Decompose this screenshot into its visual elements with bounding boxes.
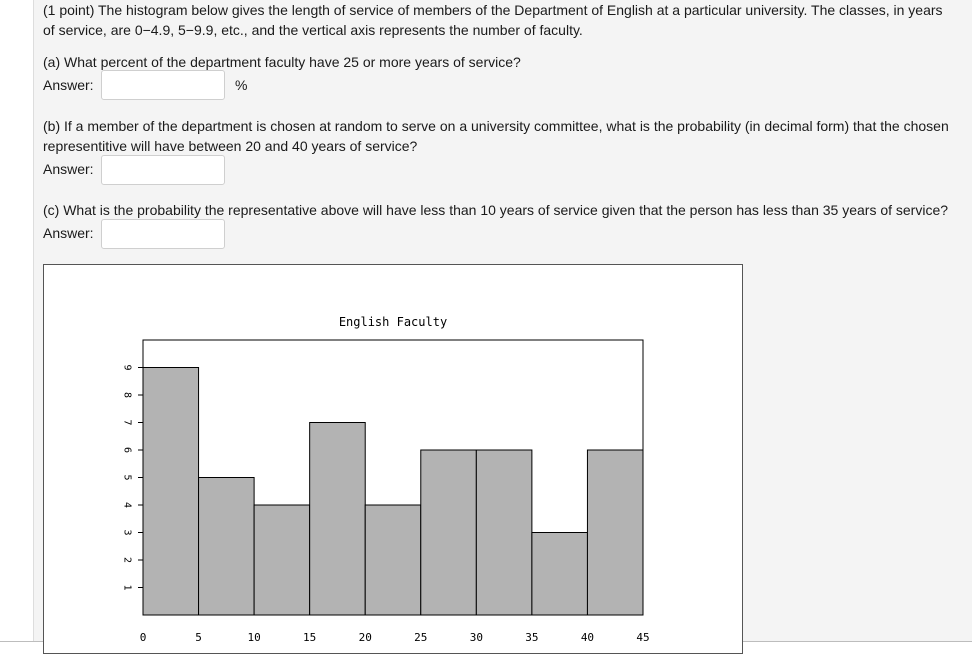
x-tick-label: 0 [139, 631, 147, 644]
histogram-bar [254, 505, 310, 615]
y-tick-label: 6 [121, 446, 133, 454]
answer-a-unit: % [235, 77, 248, 93]
x-tick-label: 25 [414, 631, 428, 644]
x-tick-label: 5 [195, 631, 202, 644]
x-tick-label: 35 [525, 631, 539, 644]
histogram-bar [587, 450, 643, 615]
question-a: (a) What percent of the department faculty have 25 or more years of service? [43, 54, 521, 70]
answer-a-input[interactable] [101, 70, 225, 100]
question-b: (b) If a member of the department is chosen at random to serve on a university committee, what is the probability (in decimal form) that the chosen representitive will have between 20 and 40 years of service? [43, 118, 949, 154]
x-tick-label: 20 [358, 631, 372, 644]
y-tick-label: 8 [121, 391, 133, 399]
histogram-bar [421, 450, 477, 615]
x-tick-label: 15 [303, 631, 317, 644]
x-tick-label: 30 [469, 631, 483, 644]
histogram-bar [532, 533, 588, 616]
histogram-bar [310, 423, 366, 616]
question-c: (c) What is the probability the representative above will have less than 10 years of service given that the person has less than 35 years of service? [43, 202, 949, 218]
y-tick-label: 2 [121, 556, 133, 564]
x-tick-label: 10 [247, 631, 261, 644]
answer-c-input[interactable] [101, 219, 225, 249]
histogram-bar [199, 478, 255, 616]
answer-a-label: Answer: [43, 77, 94, 93]
x-tick-label: 45 [636, 631, 650, 644]
histogram-bar [365, 505, 421, 615]
answer-b-label: Answer: [43, 161, 94, 177]
x-tick-label: 40 [580, 631, 595, 644]
y-tick-label: 1 [121, 584, 133, 591]
histogram-chart [44, 265, 742, 653]
problem-intro: (1 point) The histogram below gives the length of service of members of the Department of English at a particular university. The classes, in years of service, are 0−4.9, 5−9.9, etc., and the vertical axis represents the number of faculty. [43, 2, 943, 38]
histogram-bar [476, 450, 532, 615]
y-tick-label: 9 [121, 364, 133, 371]
histogram-bar [143, 368, 199, 616]
answer-c-label: Answer: [43, 225, 94, 241]
answer-b-input[interactable] [101, 155, 225, 185]
histogram-figure [43, 264, 743, 654]
y-tick-label: 7 [121, 419, 133, 426]
y-tick-label: 3 [121, 529, 133, 536]
y-tick-label: 5 [121, 474, 133, 481]
y-tick-label: 4 [121, 501, 133, 509]
chart-title: English Faculty [338, 315, 448, 329]
